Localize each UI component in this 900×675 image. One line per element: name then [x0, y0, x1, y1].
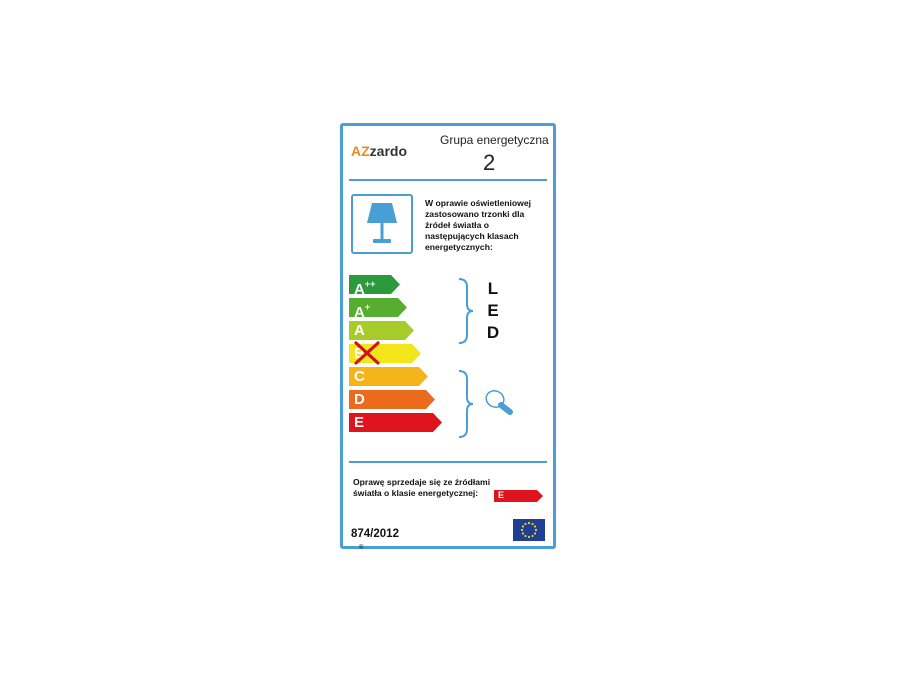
- energy-class-letter: A+: [354, 302, 371, 321]
- divider-top: [349, 179, 547, 181]
- energy-class-1: [349, 275, 401, 298]
- energy-class-letter: C: [354, 368, 365, 385]
- divider-bottom: [349, 461, 547, 463]
- energy-class-letter: A++: [354, 279, 376, 298]
- eu-star: [521, 529, 523, 531]
- energy-class-6: [349, 390, 436, 409]
- energy-label: [340, 123, 556, 549]
- eu-star: [528, 536, 530, 538]
- cross-icon: [353, 341, 381, 365]
- energy-class-letter: B: [354, 345, 365, 362]
- eu-star: [524, 523, 526, 525]
- eu-star: [524, 535, 526, 537]
- energy-group-number: 2: [483, 150, 496, 175]
- eu-star: [534, 525, 536, 527]
- energy-class-7: [349, 413, 443, 432]
- eu-star: [522, 532, 524, 534]
- led-letter: L: [487, 279, 499, 298]
- energy-group-title: Grupa energetyczna: [440, 133, 549, 147]
- sold-class-letter: E: [498, 490, 505, 500]
- energy-class-2: [349, 298, 408, 321]
- energy-class-5: [349, 367, 429, 386]
- brace-bulb: [457, 370, 475, 438]
- eu-star: [531, 535, 533, 537]
- info-text: W oprawie oświetleniowej zastosowano trzonki dla źródeł światła o następujących klasach energetycznych:: [425, 198, 532, 252]
- led-letter: D: [486, 323, 500, 342]
- eu-star: [531, 523, 533, 525]
- eu-star: [522, 525, 524, 527]
- led-label: [486, 278, 500, 344]
- lamp-icon: [353, 196, 411, 252]
- sold-energy-class: [494, 489, 544, 507]
- eu-star: [528, 522, 530, 524]
- energy-class-4: [349, 344, 422, 363]
- energy-class-letter: D: [354, 391, 365, 408]
- led-letter: E: [487, 301, 499, 320]
- brand-logo: AZzardo ®: [351, 143, 408, 551]
- energy-class-letter: E: [354, 414, 365, 431]
- brace-led: [457, 278, 475, 344]
- energy-class-scale: [349, 275, 449, 445]
- sell-text: Oprawę sprzedaje się ze źródłami światła o klasie energetycznej:: [353, 477, 491, 498]
- eu-star: [534, 532, 536, 534]
- eu-star: [535, 529, 537, 531]
- energy-class-letter: A: [354, 322, 365, 339]
- regulation-number: 874/2012: [351, 528, 399, 540]
- eu-flag-icon: [513, 519, 545, 541]
- energy-class-3: [349, 321, 415, 340]
- bulb-icon: [483, 388, 519, 418]
- lamp-box: [351, 194, 413, 254]
